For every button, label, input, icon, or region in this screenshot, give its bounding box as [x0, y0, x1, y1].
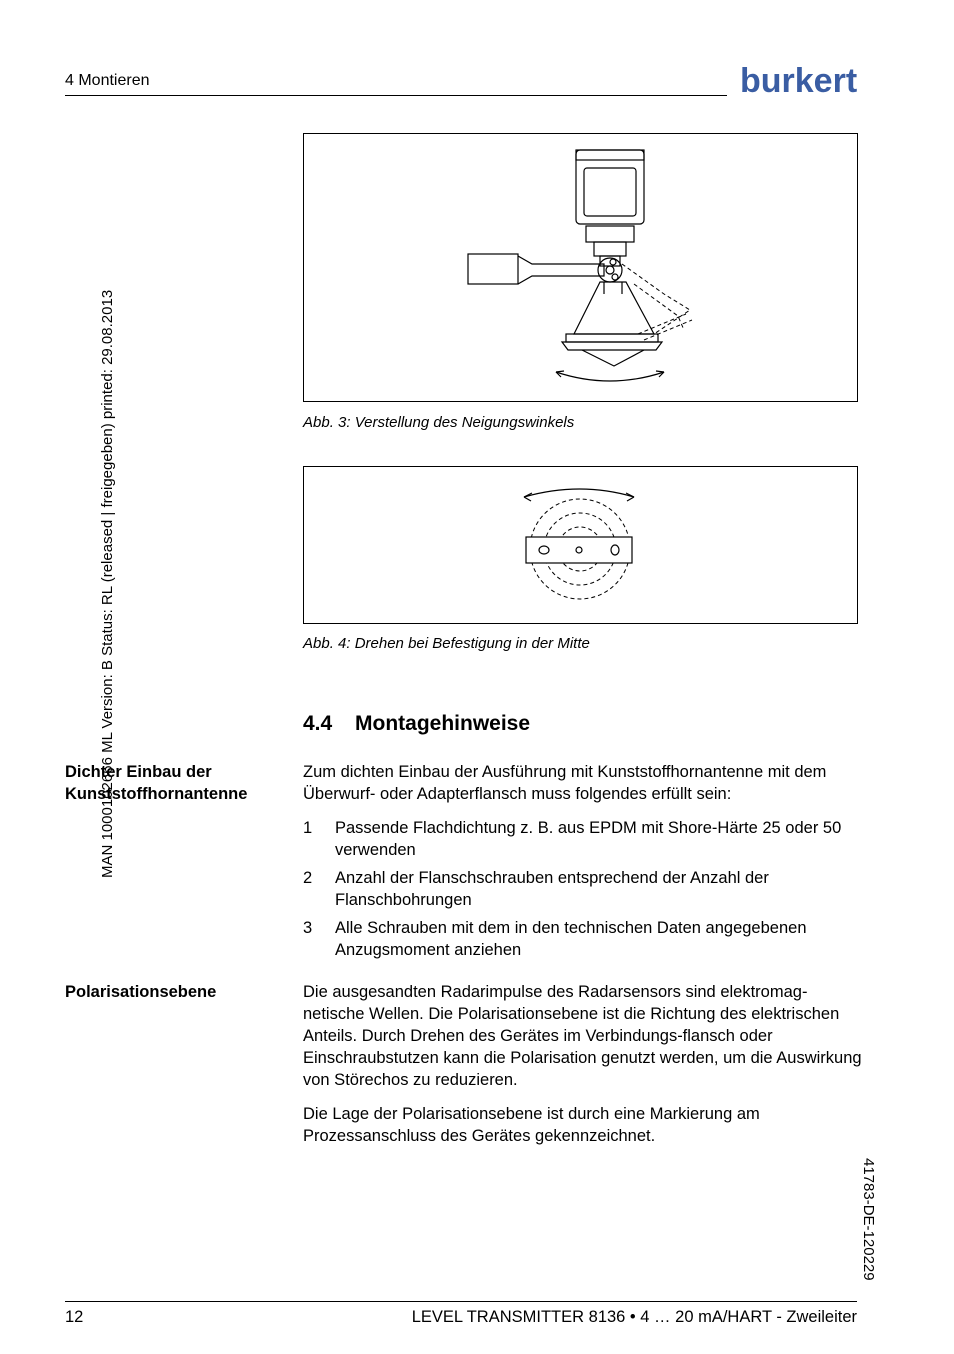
list-item — [303, 817, 863, 861]
side-label-line: Dichter Einbau der — [65, 763, 212, 781]
list-item-text: Passende Flachdichtung z. B. aus EPDM mit Shore-Härte 25 oder 50 verwenden — [335, 819, 842, 859]
header-rule — [65, 95, 727, 96]
footer-rule — [65, 1301, 857, 1302]
figure-caption: Abb. 3: Verstellung des Neigungswinkels — [303, 414, 575, 431]
list-item-text: Alle Schrauben mit dem in den technischen Daten angegebenen Anzugsmoment anziehen — [335, 919, 807, 959]
figure-rotation-center — [303, 466, 858, 624]
figure-tilt-adjustment — [303, 133, 858, 402]
list-item — [303, 917, 863, 961]
side-label-polarisation: Polarisationsebene — [65, 983, 217, 1001]
section-title: Montagehinweise — [355, 712, 531, 735]
paragraph-intro: Zum dichten Einbau der Ausführung mit Kunststoffhornantenne mit dem Überwurf- oder Adapterflansch muss folgendes erfüllt sein: — [303, 763, 827, 803]
section-number: 4.4 — [303, 712, 333, 735]
document-meta-vertical: MAN 1000102666 ML Version: B Status: RL (released | freigegeben) printed: 29.08.2013 — [99, 289, 116, 878]
list-item-number: 1 — [303, 819, 313, 837]
paragraph: Die ausgesandten Radarimpulse des Radarsensors sind elektromag-netische Wellen. Die Polarisationsebene ist die Richtung des elektrischen Anteils. Durch Drehen des Gerätes im Verbindungs-flansch oder Einschraubstutzen kann die Polarisation genutzt werden, um die Auswirkung von Störechos zu reduzieren. — [303, 983, 862, 1089]
list-item — [303, 867, 863, 911]
list-item-number: 3 — [303, 919, 313, 937]
brand-logo: burkert — [740, 62, 858, 100]
page-number: 12 — [65, 1308, 84, 1326]
footer-title: LEVEL TRANSMITTER 8136 • 4 … 20 mA/HART - Zweileiter — [411, 1308, 857, 1326]
section-heading — [303, 712, 530, 736]
paragraph: Die Lage der Polarisationsebene ist durch eine Markierung am Prozessanschluss des Gerätes gekennzeichnet. — [303, 1105, 760, 1145]
rotation-center-drawing — [304, 467, 857, 623]
document-id-vertical: 41783-DE-120229 — [860, 1158, 877, 1281]
list-item-number: 2 — [303, 869, 313, 887]
tilt-adjustment-drawing — [304, 134, 857, 401]
numbered-list — [303, 817, 863, 967]
list-item-text: Anzahl der Flanschschrauben entsprechend der Anzahl der Flanschbohrungen — [335, 869, 769, 909]
header-section-title: 4 Montieren — [65, 72, 150, 89]
side-label-line: Kunststoffhornantenne — [65, 785, 248, 803]
figure-caption: Abb. 4: Drehen bei Befestigung in der Mitte — [303, 635, 590, 652]
side-label-sealing — [65, 761, 295, 805]
